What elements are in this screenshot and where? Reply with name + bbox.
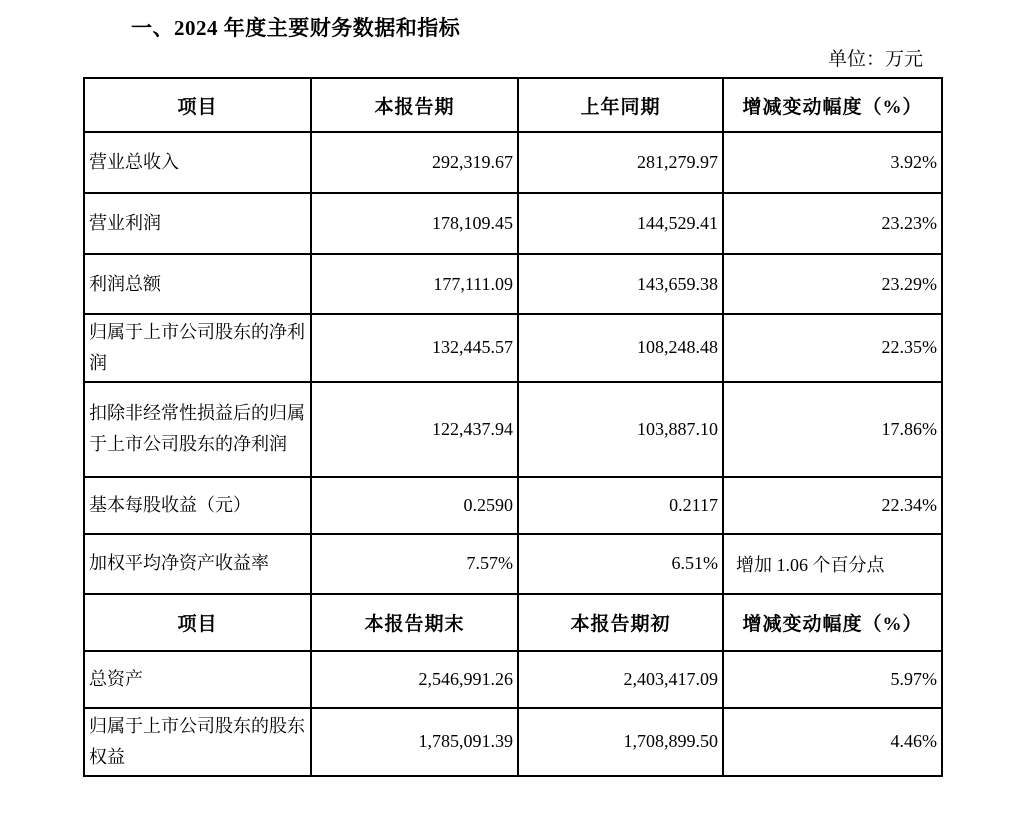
row-change-value: 3.92% <box>723 132 942 193</box>
header-period-end: 本报告期末 <box>311 594 518 651</box>
row-label: 基本每股收益（元） <box>84 477 311 534</box>
row-current-value: 1,785,091.39 <box>311 708 518 776</box>
financial-data-table <box>83 77 943 777</box>
table-row-operating-profit <box>84 193 942 254</box>
table-row-net-profit-attributable <box>84 314 942 382</box>
row-change-value: 22.34% <box>723 477 942 534</box>
header-item-1: 项目 <box>84 78 311 132</box>
row-label: 营业利润 <box>84 193 311 254</box>
table-row-shareholders-equity <box>84 708 942 776</box>
row-change-value: 22.35% <box>723 314 942 382</box>
row-change-value: 5.97% <box>723 651 942 708</box>
row-prior-value: 108,248.48 <box>518 314 723 382</box>
row-current-value: 2,546,991.26 <box>311 651 518 708</box>
row-label: 利润总额 <box>84 254 311 314</box>
row-prior-value: 6.51% <box>518 534 723 594</box>
row-prior-value: 1,708,899.50 <box>518 708 723 776</box>
row-change-value: 17.86% <box>723 382 942 477</box>
row-label: 总资产 <box>84 651 311 708</box>
row-current-value: 292,319.67 <box>311 132 518 193</box>
table-row-total-assets <box>84 651 942 708</box>
page-title: 一、2024 年度主要财务数据和指标 <box>131 16 461 40</box>
table-header-row-1 <box>84 78 942 132</box>
row-change-value: 23.29% <box>723 254 942 314</box>
header-item-2: 项目 <box>84 594 311 651</box>
row-label: 加权平均净资产收益率 <box>84 534 311 594</box>
row-prior-value: 103,887.10 <box>518 382 723 477</box>
row-current-value: 132,445.57 <box>311 314 518 382</box>
row-prior-value: 281,279.97 <box>518 132 723 193</box>
row-change-value: 增加 1.06 个百分点 <box>723 534 942 594</box>
row-prior-value: 0.2117 <box>518 477 723 534</box>
unit-label: 单位：万元 <box>827 49 923 70</box>
table-row-weighted-roe <box>84 534 942 594</box>
table-header-row-2 <box>84 594 942 651</box>
row-current-value: 122,437.94 <box>311 382 518 477</box>
row-label: 扣除非经常性损益后的归属于上市公司股东的净利润 <box>84 382 311 477</box>
table-row-total-revenue <box>84 132 942 193</box>
header-change-2: 增减变动幅度（%） <box>723 594 942 651</box>
table-row-net-profit-excl-nonrecurring <box>84 382 942 477</box>
header-current-period: 本报告期 <box>311 78 518 132</box>
row-label: 归属于上市公司股东的净利润 <box>84 314 311 382</box>
row-label: 归属于上市公司股东的股东权益 <box>84 708 311 776</box>
header-change-1: 增减变动幅度（%） <box>723 78 942 132</box>
row-prior-value: 143,659.38 <box>518 254 723 314</box>
row-current-value: 177,111.09 <box>311 254 518 314</box>
table-row-basic-eps <box>84 477 942 534</box>
row-current-value: 0.2590 <box>311 477 518 534</box>
row-label: 营业总收入 <box>84 132 311 193</box>
row-current-value: 7.57% <box>311 534 518 594</box>
row-current-value: 178,109.45 <box>311 193 518 254</box>
header-period-begin: 本报告期初 <box>518 594 723 651</box>
row-change-value: 4.46% <box>723 708 942 776</box>
row-prior-value: 2,403,417.09 <box>518 651 723 708</box>
row-change-value: 23.23% <box>723 193 942 254</box>
table-row-total-profit <box>84 254 942 314</box>
header-prior-period: 上年同期 <box>518 78 723 132</box>
row-prior-value: 144,529.41 <box>518 193 723 254</box>
